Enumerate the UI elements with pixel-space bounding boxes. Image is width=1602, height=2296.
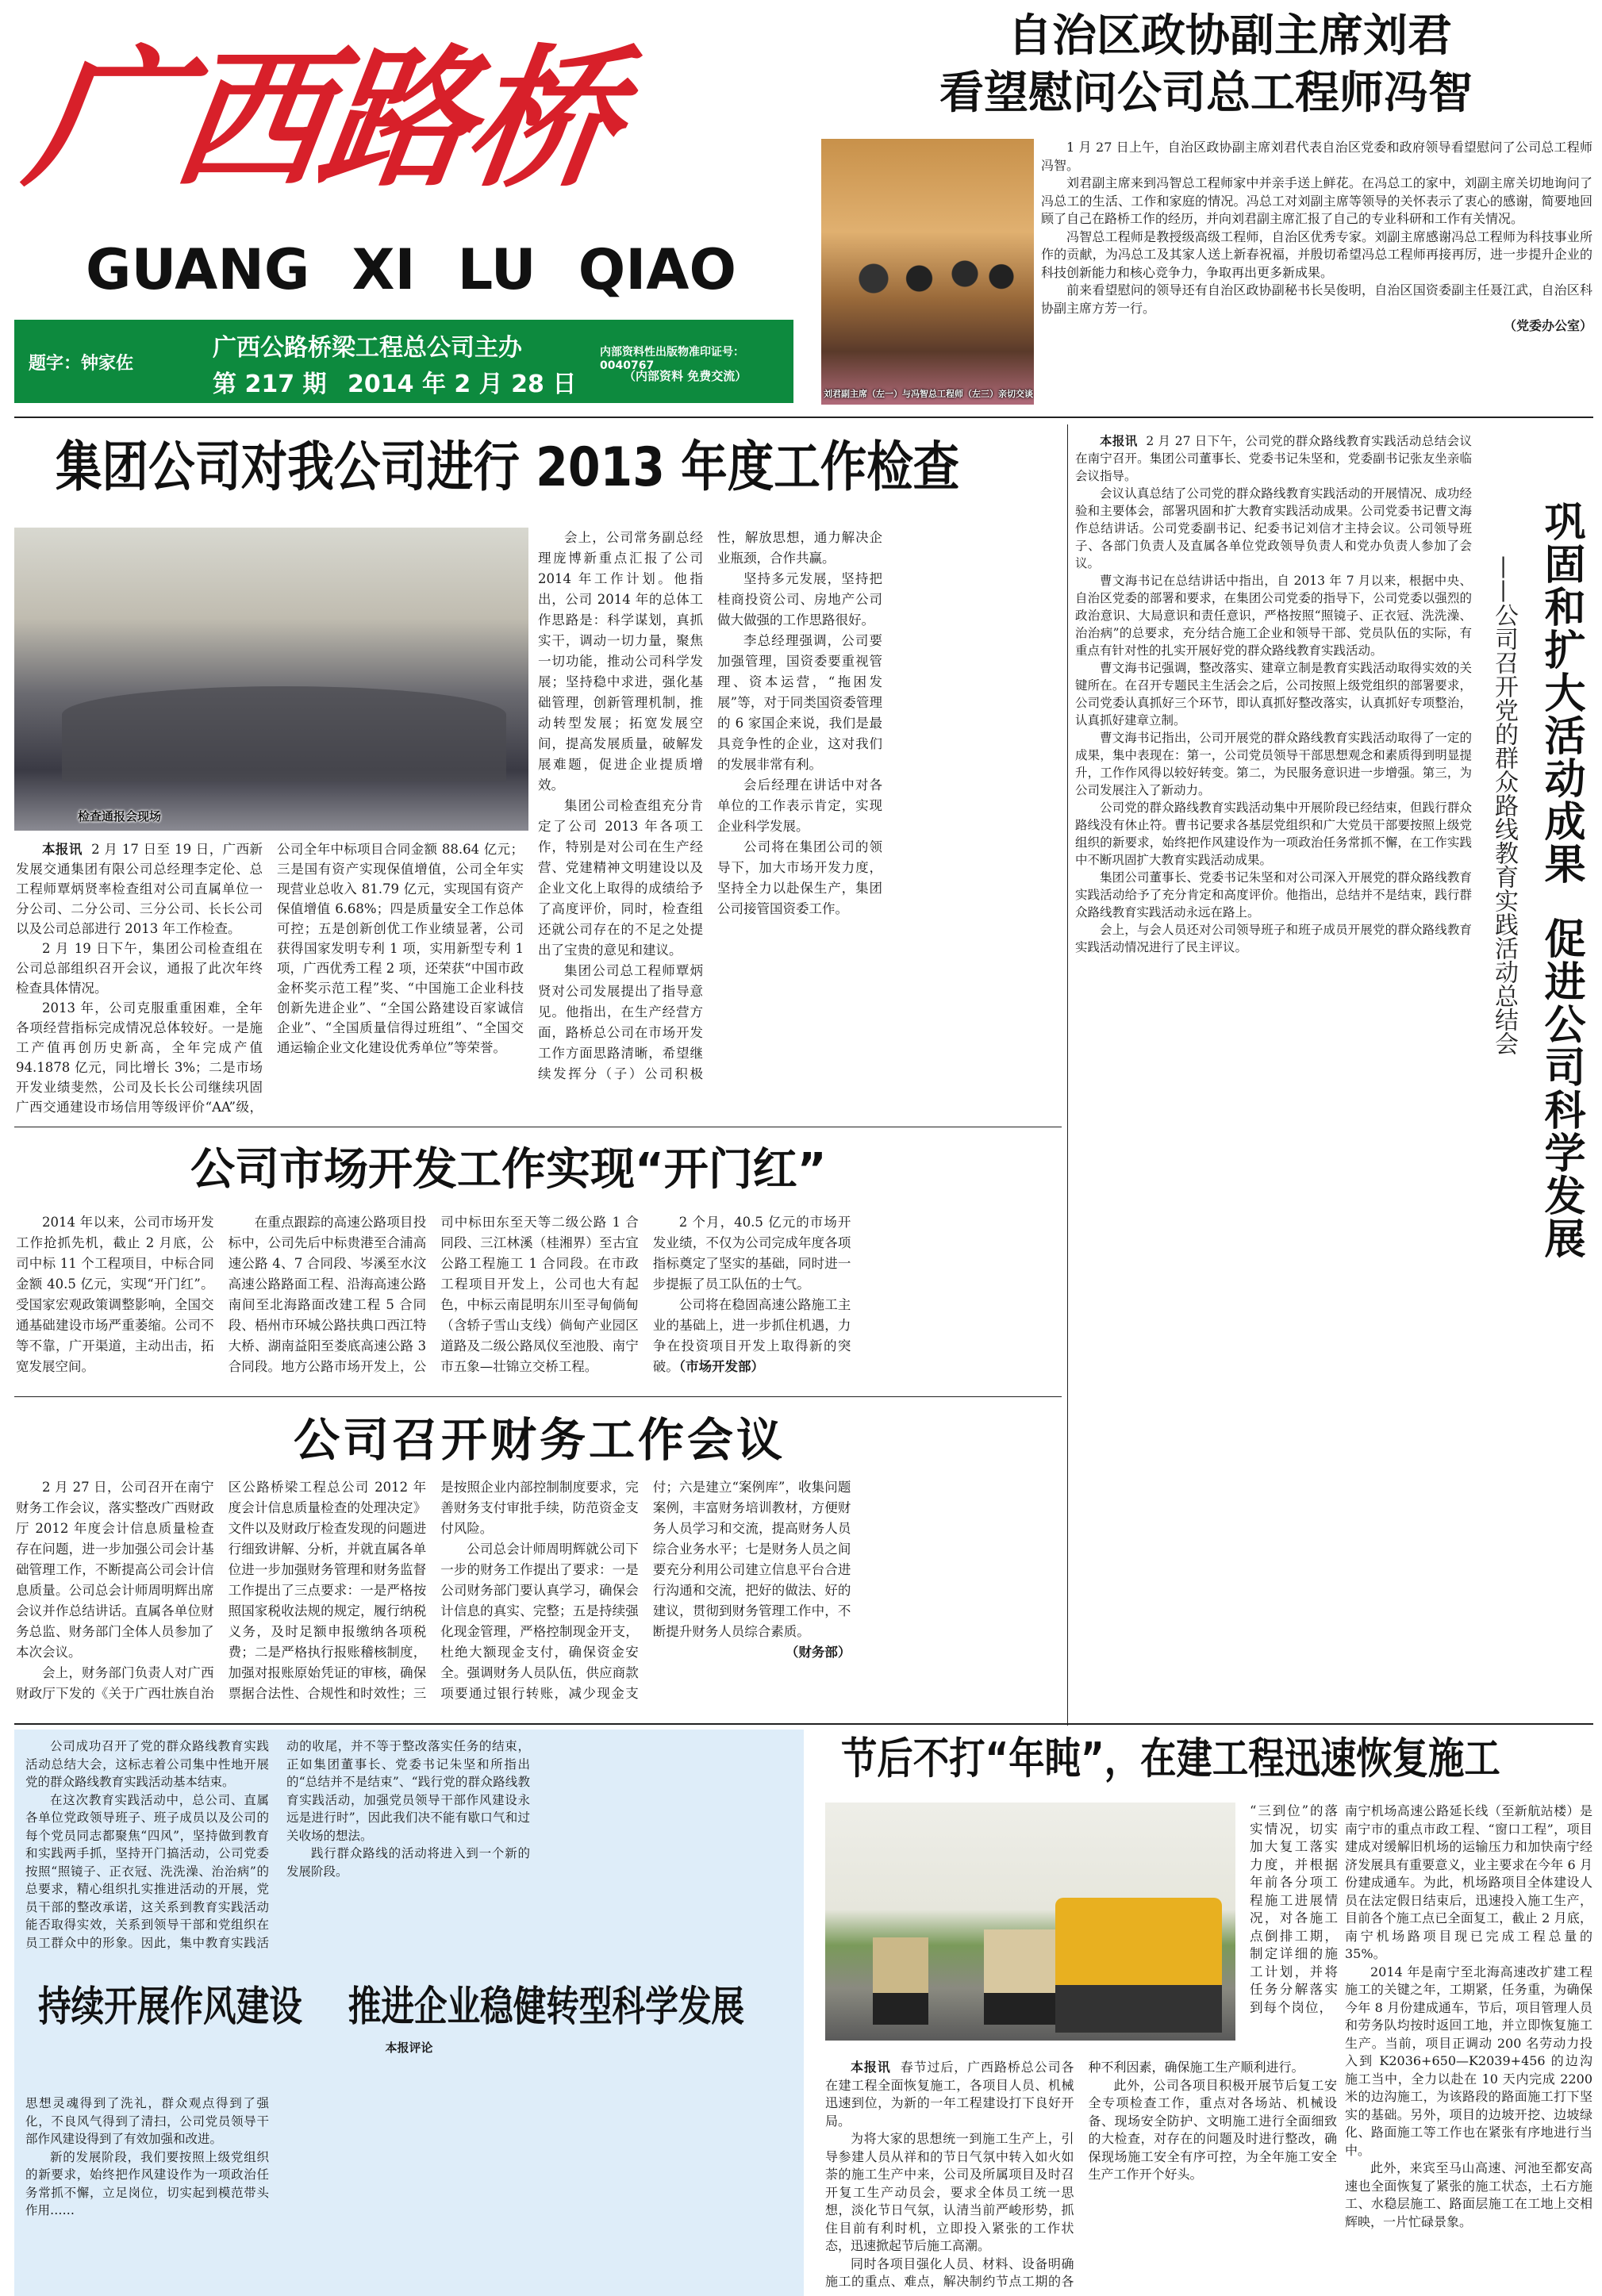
- paragraph: 2 月 19 日下午，集团公司检查组在公司总部组织召开会议，通报了此次年终检查具体情况。: [16, 941, 263, 996]
- paragraph: 公司将在集团公司的领导下，加大市场开发力度，坚持全力以赴保生产，集团公司接管国资委工作。: [717, 839, 882, 916]
- byline: （市场开发部）: [678, 1359, 765, 1374]
- paragraph: 刘君副主席来到冯智总工程师家中并亲手送上鲜花。在冯总工的家中，刘副主席关切地询问了冯总工的生活、工作和家庭的情况。冯总工对刘副主席等领导的关怀表示了衷心的感谢，简要地回顾了自己在路桥工作的经历，并向刘君副主席汇报了自己的专业科研和工作有关情况。: [1041, 175, 1592, 226]
- finance-headline: 公司召开财务工作会议: [294, 1413, 786, 1467]
- divider: [14, 417, 1593, 418]
- paragraph: 公司将在稳固高速公路施工主业的基础上，进一步抓住机遇，力争在投资项目开发上取得新的突破。（市场开发部）: [652, 1297, 851, 1374]
- market-headline: 公司市场开发工作实现“开门红”: [190, 1144, 827, 1196]
- market-body: [16, 1212, 1063, 1379]
- paragraph: 曹文海书记强调，整改落实、建章立制是教育实践活动取得实效的关键所在。在召开专题民主生活会之后，公司按照上级党组织的部署要求，公司党委认真抓好三个环节，即认真抓好整改落实，认真抓好专项整治，认真抓好建章立制。: [1075, 661, 1472, 728]
- paragraph: 2 个月，40.5 亿元的市场开发业绩，不仅为公司完成年度各项指标奠定了坚实的基础，同时进一步提振了员工队伍的士气。: [652, 1215, 851, 1292]
- paragraph: 会后经理在讲话中对各单位的工作表示肯定，实现企业科学发展。: [717, 777, 882, 834]
- editorial-body-bottom: [25, 2094, 791, 2289]
- inspection-body-right: [538, 528, 1062, 1116]
- paragraph: 践行群众路线的活动将进入到一个新的发展阶段。: [286, 1846, 530, 1879]
- paragraph: 集团公司董事长、党委书记朱坚和对公司深入开展党的群众路线教育实践活动给予了充分肯定和高度评价。他指出，总结并不是结束，践行群众路线教育实践活动永远在路上。: [1075, 870, 1472, 920]
- party-summary-body: [1075, 432, 1472, 1718]
- paragraph: 集团公司检查组充分肯定了公司 2013 年各项工作，特别是对公司在生产经营、党建精神文明建设以及企业文化上取得的成绩给予了高度评价，同时，检查组还就公司存在的不足之处提出了宝贵的意见和建议。: [538, 798, 703, 958]
- photo-people: [837, 250, 1020, 345]
- masthead-pinyin: [86, 238, 736, 301]
- permit-number: 内部资料性出版物准印证号：0040767: [600, 346, 744, 372]
- paragraph: 曹文海书记在总结讲话中指出，自 2013 年 7 月以来，根据中央、自治区党委的部署和要求，在集团公司党委的指导下，公司党委以强烈的政治意识、大局意识和责任意识，严格按照“照镜子、正衣冠、洗洗澡、治治病”的总要求，充分结合施工企业和领导干部、党员队伍的实际，有重点有针对性的扎实开展好党的群众路线教育实践活动。: [1075, 574, 1472, 658]
- paragraph: 此外，来宾至马山高速、河池至都安高速也全面恢复了紧张的施工状态，土石方施工、水稳层施工、路面层施工在工地上交相辉映，一片忙碌景象。: [1345, 2160, 1592, 2229]
- top-story-headline-line2: 看望慰问公司总工程师冯智: [939, 67, 1473, 119]
- divider: [14, 1723, 1593, 1725]
- masthead-banner: [14, 320, 793, 403]
- lead-tag: 本报讯: [851, 2060, 891, 2075]
- top-story-photo-caption: 刘君副主席（左一）与冯智总工程师（左三）亲切交谈: [824, 389, 1033, 399]
- paragraph: 2014 年以来，公司市场开发工作抢抓先机，截止 2 月底，公司中标 11 个工程项目，中标合同金额 40.5 亿元，实现“开门红”。受国家宏观政策调整影响，全国交通基础建设市场严重萎缩。公司不等不靠，广开渠道，主动出击，拓宽发展空间。: [16, 1215, 214, 1374]
- divider: [14, 1396, 1062, 1397]
- top-story-headline: [912, 8, 1500, 122]
- paragraph: 会议认真总结了公司党的群众路线教育实践活动的开展情况、成功经验和主要体会，部署巩固和扩大教育实践活动成果。公司党委书记曹文海作总结讲话。公司党委副书记、纪委书记刘信才主持会议。公司领导班子、各部门负责人及直属各单位党政领导负责人和党办负责人参加了会议。: [1075, 486, 1472, 570]
- paragraph: 思想灵魂得到了洗礼，群众观点得到了强化，不良风气得到了清扫，公司党员领导干部作风建设得到了有效加强和改进。: [25, 2096, 269, 2146]
- paragraph: 前来看望慰问的领导还有自治区政协副秘书长吴俊明，自治区国资委副主任聂江武，自治区科协副主席方芳一行。: [1041, 282, 1592, 316]
- sponsor: 广西公路桥梁工程总公司主办: [213, 334, 522, 362]
- paragraph: 集团公司总工程师覃炳贤对公司发展提出了指导意见。他指出，在生产经营方面，路桥总公司在市场开发工作方面思路清晰，希望继续发挥分（子）公司积极性，解放思想，通力解决企业瓶颈，合作共赢。: [538, 530, 882, 1081]
- byline: （财务部）: [785, 1645, 851, 1660]
- paragraph: 1 月 27 日上午，自治区政协副主席刘君代表自治区党委和政府领导看望慰问了公司总工程师冯智。: [1041, 140, 1592, 173]
- paragraph: 公司总会计师周明辉就公司下一步的财务工作提出了要求：一是公司财务部门要认真学习，确保会计信息的真实、完整；五是持续强化现金管理，严格控制现金开支，杜绝大额现金支付，确保资金安全。强调财务人员队伍，供应商款项要通过银行转账，减少现金支付；六是建立“案例库”，收集问题案例，丰富财务培训教材，方便财务人员学习和交流，提高财务人员综合业务水平；七是财务人员之间要充分利用公司建立信息平台合进行沟通和交流，把好的做法、好的建议，贯彻到财务管理工作中，不断提升财务人员综合素质。: [440, 1480, 851, 1701]
- pinyin-lu: LU: [457, 237, 536, 302]
- paragraph: 会上，与会人员还对公司领导班子和班子成员开展党的群众路线教育实践活动情况进行了民主评议。: [1075, 923, 1472, 954]
- byline: （党委办公室）: [1503, 318, 1592, 333]
- divider: [1067, 424, 1068, 1726]
- paragraph: 公司成功召开了党的群众路线教育实践活动总结大会，这标志着公司集中性地开展党的群众路线教育实践活动基本结束。: [25, 1739, 269, 1789]
- inspection-photo: [14, 528, 528, 831]
- paragraph: 2 月 27 日，公司召开在南宁财务工作会议，落实整改广西财政厅 2012 年度会计信息质量检查存在问题，进一步加强公司会计基础管理工作，不断提高公司会计信息质量。公司总会计师周明辉出席会议并作总结讲话。直属各单位财务总监、财务部门全体人员参加了本次会议。: [16, 1480, 214, 1660]
- masthead-logo: 广西路桥: [17, 30, 627, 207]
- editorial-headline: 持续开展作风建设 推进企业稳健转型科学发展: [38, 1983, 744, 2031]
- photo-table: [62, 686, 506, 781]
- party-summary-headline: 巩固和扩大活动成果 促进公司科学发展: [1537, 500, 1585, 1261]
- issue-number: 第 217 期: [213, 371, 327, 398]
- paragraph: 同时各项目强化人员、材料、设备明确施工的重点、难点，解决制约节点工期的各种不利因素，确保施工生产顺利进行。: [825, 2060, 1304, 2289]
- party-summary-subheadline: ——公司召开党的群众路线教育实践活动总结会: [1490, 555, 1518, 1055]
- paragraph: 2013 年，公司克服重重困难，全年各项经营指标完成情况总体较好。一是施工产值再创历史新高，全年完成产值 94.1878 亿元，同比增长 3%；二是市场开发业绩斐然，公司及长长公司继续巩固广西交通建设市场信用等级评价“AA”级，公司全年中标项目合同金额 88.64 亿元；三是国有资产实现保值增值，公司全年实现营业总收入 81.79 亿元，实现国有资产保值增值 6.68%；四是质量安全工作总体可控；五是创新创优工作业绩显著，公司获得国家发明专利 1 项，实用新型专利 1 项，广西优秀工程 2 项，还荣获“中国市政金杯奖示范工程”奖、“中国施工企业科技创新先进企业”、“全国公路建设百家诚信企业”、“全国质量信得过班组”、“全国交通运输企业文化建设优秀单位”等荣誉。: [16, 842, 524, 1115]
- paragraph: 为将大家的思想统一到施工生产上，引导参建人员从祥和的节日气氛中转入如火如荼的施工生产中来，公司及所属项目及时召开复工生产动员会，要求全体员工统一思想，淡化节日气氛，认清当前严峻形势，抓住目前有利时机，立即投入紧张的工作状态，迅速掀起节后施工高潮。: [825, 2131, 1074, 2253]
- resume-body-right: [1345, 1803, 1592, 2294]
- paragraph: 李总经理强调，公司要加强管理，国资委要重视管理、资本运营，“拖困发展”等，对于同类国资委管理的 6 家国企来说，我们是最具竞争性的企业，这对我们的发展非常有利。: [717, 633, 882, 772]
- paragraph: 在重点跟踪的高速公路项目投标中，公司先后中标贵港至合浦高速公路 4、7 合同段、岑溪至水汶高速公路路面工程、沿海高速公路南间至北海路面改建工程 5 合同段、梧州市环城公路扶典口西江特大桥、湖南益阳至娄底高速公路 3 合同段。地方公路市场开发上，公司中标田东至天等二级公路 1 合同段、三江林溪（桂湘界）至古宜公路工程施工 1 合同段。在市政工程项目开发上，公司也大有起色，中标云南昆明东川至寻甸倘甸（含轿子雪山支线）倘甸产业园区道路及二级公路凤仪至池股、南宁市五象—壮锦立交桥工程。: [228, 1215, 639, 1374]
- paragraph: 在这次教育实践活动中，总公司、直属各单位党政领导班子、班子成员以及公司的每个党员同志都聚焦“四风”，坚持做到教育和实践两手抓，坚持开门搞活动，公司党委按照“照镜子、正衣冠、洗洗澡、治治病”的总要求，精心组织扎实推进活动的开展，党员干部的整改承诺，这关系到教育实践活动能否取得实效，关系到领导干部和党组织在员工群众中的形象。因此，集中教育实践活动的收尾，并不等于整改落实任务的结束，正如集团董事长、党委书记朱坚和所指出的“总结并不是结束”、“践行党的群众路线教育实践活动，加强党员领导干部作风建设永远是进行时”，因此我们决不能有歇口气和过关收场的想法。: [25, 1739, 530, 1950]
- resume-side-text: “三到位”的落实情况，切实加大复工落实力度，并根据年前各分项工程施工进展情况，对各施工点倒排工期，制定详细的施工计划，并将任务分解落实到每个岗位，: [1250, 1803, 1339, 2015]
- paragraph: 曹文海书记指出，公司开展党的群众路线教育实践活动取得了一定的成果，集中表现在：第一，公司党员领导干部思想观念和素质得到明显提升，工作作风得以较好转变。第二，为民服务意识进一步增强。第三，为公司发展注入了新动力。: [1075, 731, 1472, 797]
- lead-tag: 本报讯: [1100, 434, 1138, 448]
- paragraph: 本报讯 春节过后，广西路桥总公司各在建工程全面恢复施工，各项目人员、机械迅速到位，为新的一年工程建设打下良好开局。: [825, 2060, 1074, 2129]
- editorial-byline: 本报评论: [385, 2041, 433, 2055]
- top-story-photo: [821, 139, 1034, 405]
- paragraph: 公司党的群众路线教育实践活动集中开展阶段已经结束，但践行群众路线没有休止符。曹书记要求各基层党组织和广大党员干部要按照上级党组织的新要求，始终把作风建设作为一项政治任务常抓不懈，在工作实践中不断巩固扩大教育实践活动成果。: [1075, 801, 1472, 867]
- pinyin-guang: GUANG: [86, 237, 310, 302]
- paragraph: 此外，公司各项目积极开展节后复工安全专项检查工作，重点对各场站、机械设备、现场安全防护、文明施工进行全面细致的大检查，对存在的问题及时进行整改，确保现场施工安全有序可控，为全年施工安全生产工作开个好头。: [1088, 2077, 1337, 2182]
- editorial-body-top: [25, 1737, 791, 1968]
- inspection-body: [16, 839, 524, 1121]
- finance-body: [16, 1477, 1063, 1707]
- road-roller-icon: [984, 1929, 1055, 2025]
- paragraph: 2014 年是南宁至北海高速改扩建工程施工的关键之年，工期紧，任务重，为确保今年 8 月份建成通车，节后，项目管理人员和劳务队均按时返回工地，并立即恢复施工生产。当前，项目正调动 200 名劳动力投入到 K2036+650—K2039+456 的边沟施工当中，全力以赴在 10 天内完成 2200 米的边沟施工，为该路段的路面施工打下坚实的基础。另外，项目的边坡开挖、边坡绿化、路面施工等工作也在紧张有序地进行当中。: [1345, 1964, 1592, 2158]
- resume-photo: [825, 1803, 1235, 2041]
- road-roller-icon: [873, 1937, 928, 2025]
- paragraph: 坚持多元发展，坚持把桂商投资公司、房地产公司做大做强的工作思路很好。: [717, 571, 882, 628]
- pinyin-xi: XI: [352, 237, 416, 302]
- resume-headline: 节后不打“年盹”，在建工程迅速恢复施工: [841, 1734, 1500, 1783]
- paragraph: 冯智总工程师是教授级高级工程师，自治区优秀专家。刘副主席感谢冯总工程师为科技事业所作的贡献，为冯总工及其家人送上新春祝福，并殷切希望冯总工程师再接再厉，进一步提升企业的科技创新能力和核心竞争力，争取再出更多新成果。: [1041, 228, 1592, 280]
- inscription: 题字：钟家佐: [29, 354, 134, 374]
- top-story-body: [1041, 139, 1592, 409]
- pinyin-qiao: QIAO: [578, 237, 736, 302]
- circulation-note: （内部资料 免费交流）: [624, 369, 747, 383]
- paragraph: 南宁机场高速公路延长线（至新航站楼）是南宁市的重点市政工程、“窗口工程”，项目建成对缓解旧机场的运输压力和加快南宁经济发展具有重要意义，业主要求在今年 6 月份建成通车。为此，机场路项目全体建设人员在法定假日结束后，迅速投入施工生产，目前各个施工点已全面复工，截止 2 月底，南宁机场路项目现已完成工程总量的 35%。: [1345, 1803, 1592, 1961]
- inspection-headline: 集团公司对我公司进行 2013 年度工作检查: [56, 436, 960, 499]
- paragraph: 本报讯 2 月 27 日下午，公司党的群众路线教育实践活动总结会议在南宁召开。集团公司董事长、党委书记朱坚和，党委副书记张友坐亲临会议指导。: [1075, 434, 1472, 483]
- lead-tag: 本报讯: [42, 842, 83, 857]
- paragraph: 新的发展阶段，我们要按照上级党组织的新要求，始终把作风建设作为一项政治任务常抓不懈，立足岗位，切实起到模范带头作用……: [25, 2149, 269, 2217]
- inspection-photo-caption: 检查通报会现场: [78, 809, 162, 824]
- masthead: [14, 8, 800, 405]
- paragraph: 会上，财务部门负责人对广西财政厅下发的《关于广西壮族自治区公路桥梁工程总公司 2012 年度会计信息质量检查的处理决定》文件以及财政厅检查发现的问题进行细致讲解、分析，并就直属各单位进一步加强财务管理和财务监督工作提出了三点要求：一是严格按照国家税收法规的规定，履行纳税义务，及时足额申报缴纳各项税费；二是严格执行报账稽核制度，加强对报账原始凭证的审核，确保票据合法性、合规性和时效性；三是按照企业内部控制制度要求，完善财务支付审批手续，防范资金支付风险。: [16, 1480, 639, 1701]
- editorial-box: [14, 1730, 804, 2296]
- paragraph: 会上，公司常务副总经理庞博新重点汇报了公司 2014 年工作计划。他指出，公司 2014 年的总体工作思路是：科学谋划，真抓实干，调动一切力量，聚焦一切功能，推动公司科学发展；坚持稳中求进，强化基础管理，创新管理机制，推动转型发展；拓宽发展空间，提高发展质量，破解发展难题，促进企业提质增效。: [538, 530, 703, 793]
- resume-body: [825, 2059, 1337, 2293]
- road-roller-icon: [1055, 1898, 1222, 2033]
- issue-date: 2014 年 2 月 28 日: [348, 371, 577, 398]
- top-story-headline-line1: 自治区政协副主席刘君: [1008, 10, 1452, 62]
- paragraph: 本报讯 2 月 17 日至 19 日，广西新发展交通集团有限公司总经理李定伦、总工程师覃炳贤率检查组对公司直属单位一分公司、二分公司、三分公司、长长公司以及公司总部进行 2013 年工作检查。: [16, 842, 263, 936]
